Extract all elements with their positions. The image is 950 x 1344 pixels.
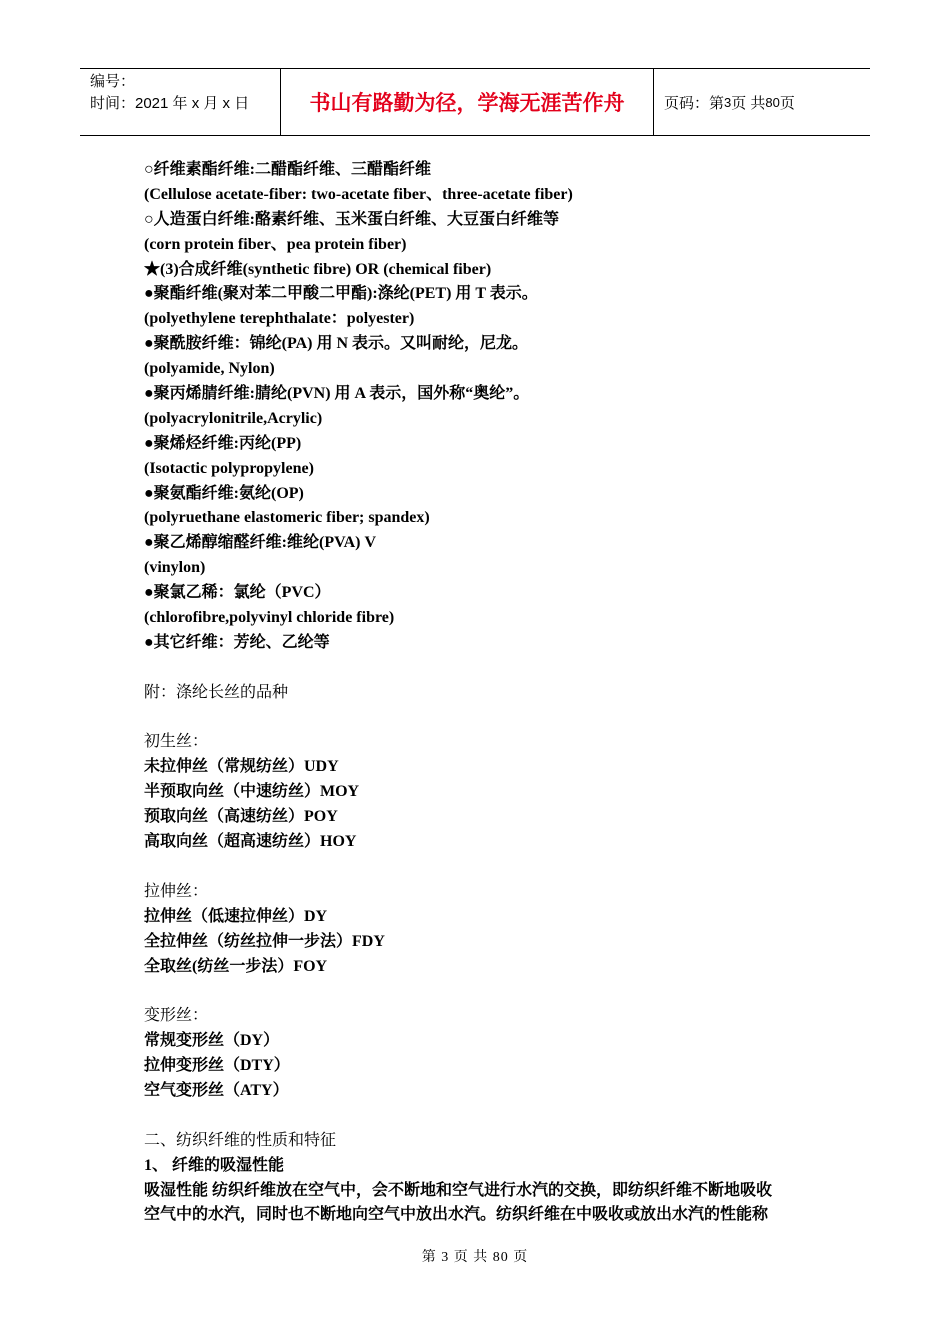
text-line: 变形丝：	[144, 1007, 209, 1025]
text-line: ●聚氯乙稀：氯纶（PVC）	[144, 584, 331, 602]
text-line: (corn protein fiber、pea protein fiber)	[144, 235, 407, 253]
date-label: 时间：2021 年 x 月 x 日	[90, 95, 250, 112]
text-line: ●聚酰胺纤维：锦纶(PA) 用 N 表示。又叫耐纶，尼龙。	[144, 335, 529, 353]
page-current: 3	[724, 94, 732, 110]
text-line: 1、 纤维的吸湿性能	[144, 1156, 285, 1174]
text-line: (chlorofibre,polyvinyl chloride fibre)	[144, 609, 395, 627]
text-line: 空气中的水汽，同时也不断地向空气中放出水汽。纺织纤维在中吸收或放出水汽的性能称	[144, 1206, 769, 1224]
text-line: ●聚氨酯纤维:氨纶(OP)	[144, 484, 304, 502]
header-motto: 书山有路勤为径，学海无涯苦作舟	[281, 69, 654, 135]
text-line: (Cellulose acetate-fiber: two-acetate fiber、three-acetate fiber)	[144, 185, 573, 203]
text-line: 二、纺织纤维的性质和特征	[144, 1131, 337, 1149]
text-line: ●聚烯烃纤维:丙纶(PP)	[144, 434, 302, 452]
text-line: 预取向丝（高速纺丝）POY	[144, 808, 338, 826]
text-line: 未拉伸丝（常规纺丝）UDY	[144, 758, 339, 776]
text-line: (polyruethane elastomeric fiber; spandex)	[144, 509, 430, 527]
text-line: 附：涤纶长丝的品种	[144, 683, 289, 701]
text-line: (vinylon)	[144, 559, 206, 577]
page-mid: 页 共	[731, 94, 766, 112]
text-line: ●聚丙烯腈纤维:腈纶(PVN) 用 A 表示，国外称“奥纶”。	[144, 385, 530, 403]
blank-line	[144, 656, 824, 681]
text-line: ○纤维素酯纤维:二醋酯纤维、三醋酯纤维	[144, 161, 431, 178]
text-line: 全取丝(纺丝一步法）FOY	[144, 957, 328, 975]
text-line: 初生丝：	[144, 733, 209, 751]
blank-line	[144, 979, 824, 1004]
text-line: 高取向丝（超高速纺丝）HOY	[144, 833, 357, 851]
blank-line	[144, 706, 824, 731]
text-line: 拉伸丝（低速拉伸丝）DY	[144, 907, 328, 925]
header-meta	[80, 69, 281, 135]
document-body	[144, 158, 824, 1228]
text-line: 吸湿性能 纺织纤维放在空气中，会不断地和空气进行水汽的交换，即纺织纤维不断地吸收	[144, 1181, 773, 1199]
text-line: (Isotactic polypropylene)	[144, 459, 314, 477]
blank-line	[144, 1104, 824, 1129]
text-line: 空气变形丝（ATY）	[144, 1081, 289, 1099]
text-line: ●聚乙烯醇缩醛纤维:维纶(PVA) V	[144, 534, 377, 552]
blank-line	[144, 855, 824, 880]
page-label: 页码：第	[664, 94, 725, 112]
text-line: ○人造蛋白纤维:酪素纤维、玉米蛋白纤维、大豆蛋白纤维等	[144, 210, 559, 228]
text-line: 常规变形丝（DY）	[144, 1032, 280, 1050]
text-line: ★(3)合成纤维(synthetic fibre) OR (chemical fiber)	[144, 260, 492, 278]
page-total: 80	[765, 94, 780, 110]
text-line: ●其它纤维：芳纶、乙纶等	[144, 633, 330, 651]
serial-label: 编号：	[90, 73, 136, 90]
page-header	[80, 68, 870, 136]
text-line: 半预取向丝（中速纺丝）MOY	[144, 783, 360, 801]
text-line: ●聚酯纤维(聚对苯二甲酸二甲酯):涤纶(PET) 用 T 表示。	[144, 285, 538, 303]
text-line: 拉伸丝：	[144, 882, 209, 900]
page-footer: 第 3 页 共 80 页	[421, 1250, 529, 1265]
text-line: 全拉伸丝（纺丝拉伸一步法）FDY	[144, 932, 385, 950]
text-line: (polyacrylonitrile,Acrylic)	[144, 409, 323, 427]
header-page-info	[654, 69, 870, 135]
page-end: 页	[779, 94, 795, 112]
text-line: (polyamide, Nylon)	[144, 360, 275, 378]
text-line: (polyethylene terephthalate：polyester)	[144, 310, 415, 328]
text-line: 拉伸变形丝（DTY）	[144, 1057, 290, 1075]
